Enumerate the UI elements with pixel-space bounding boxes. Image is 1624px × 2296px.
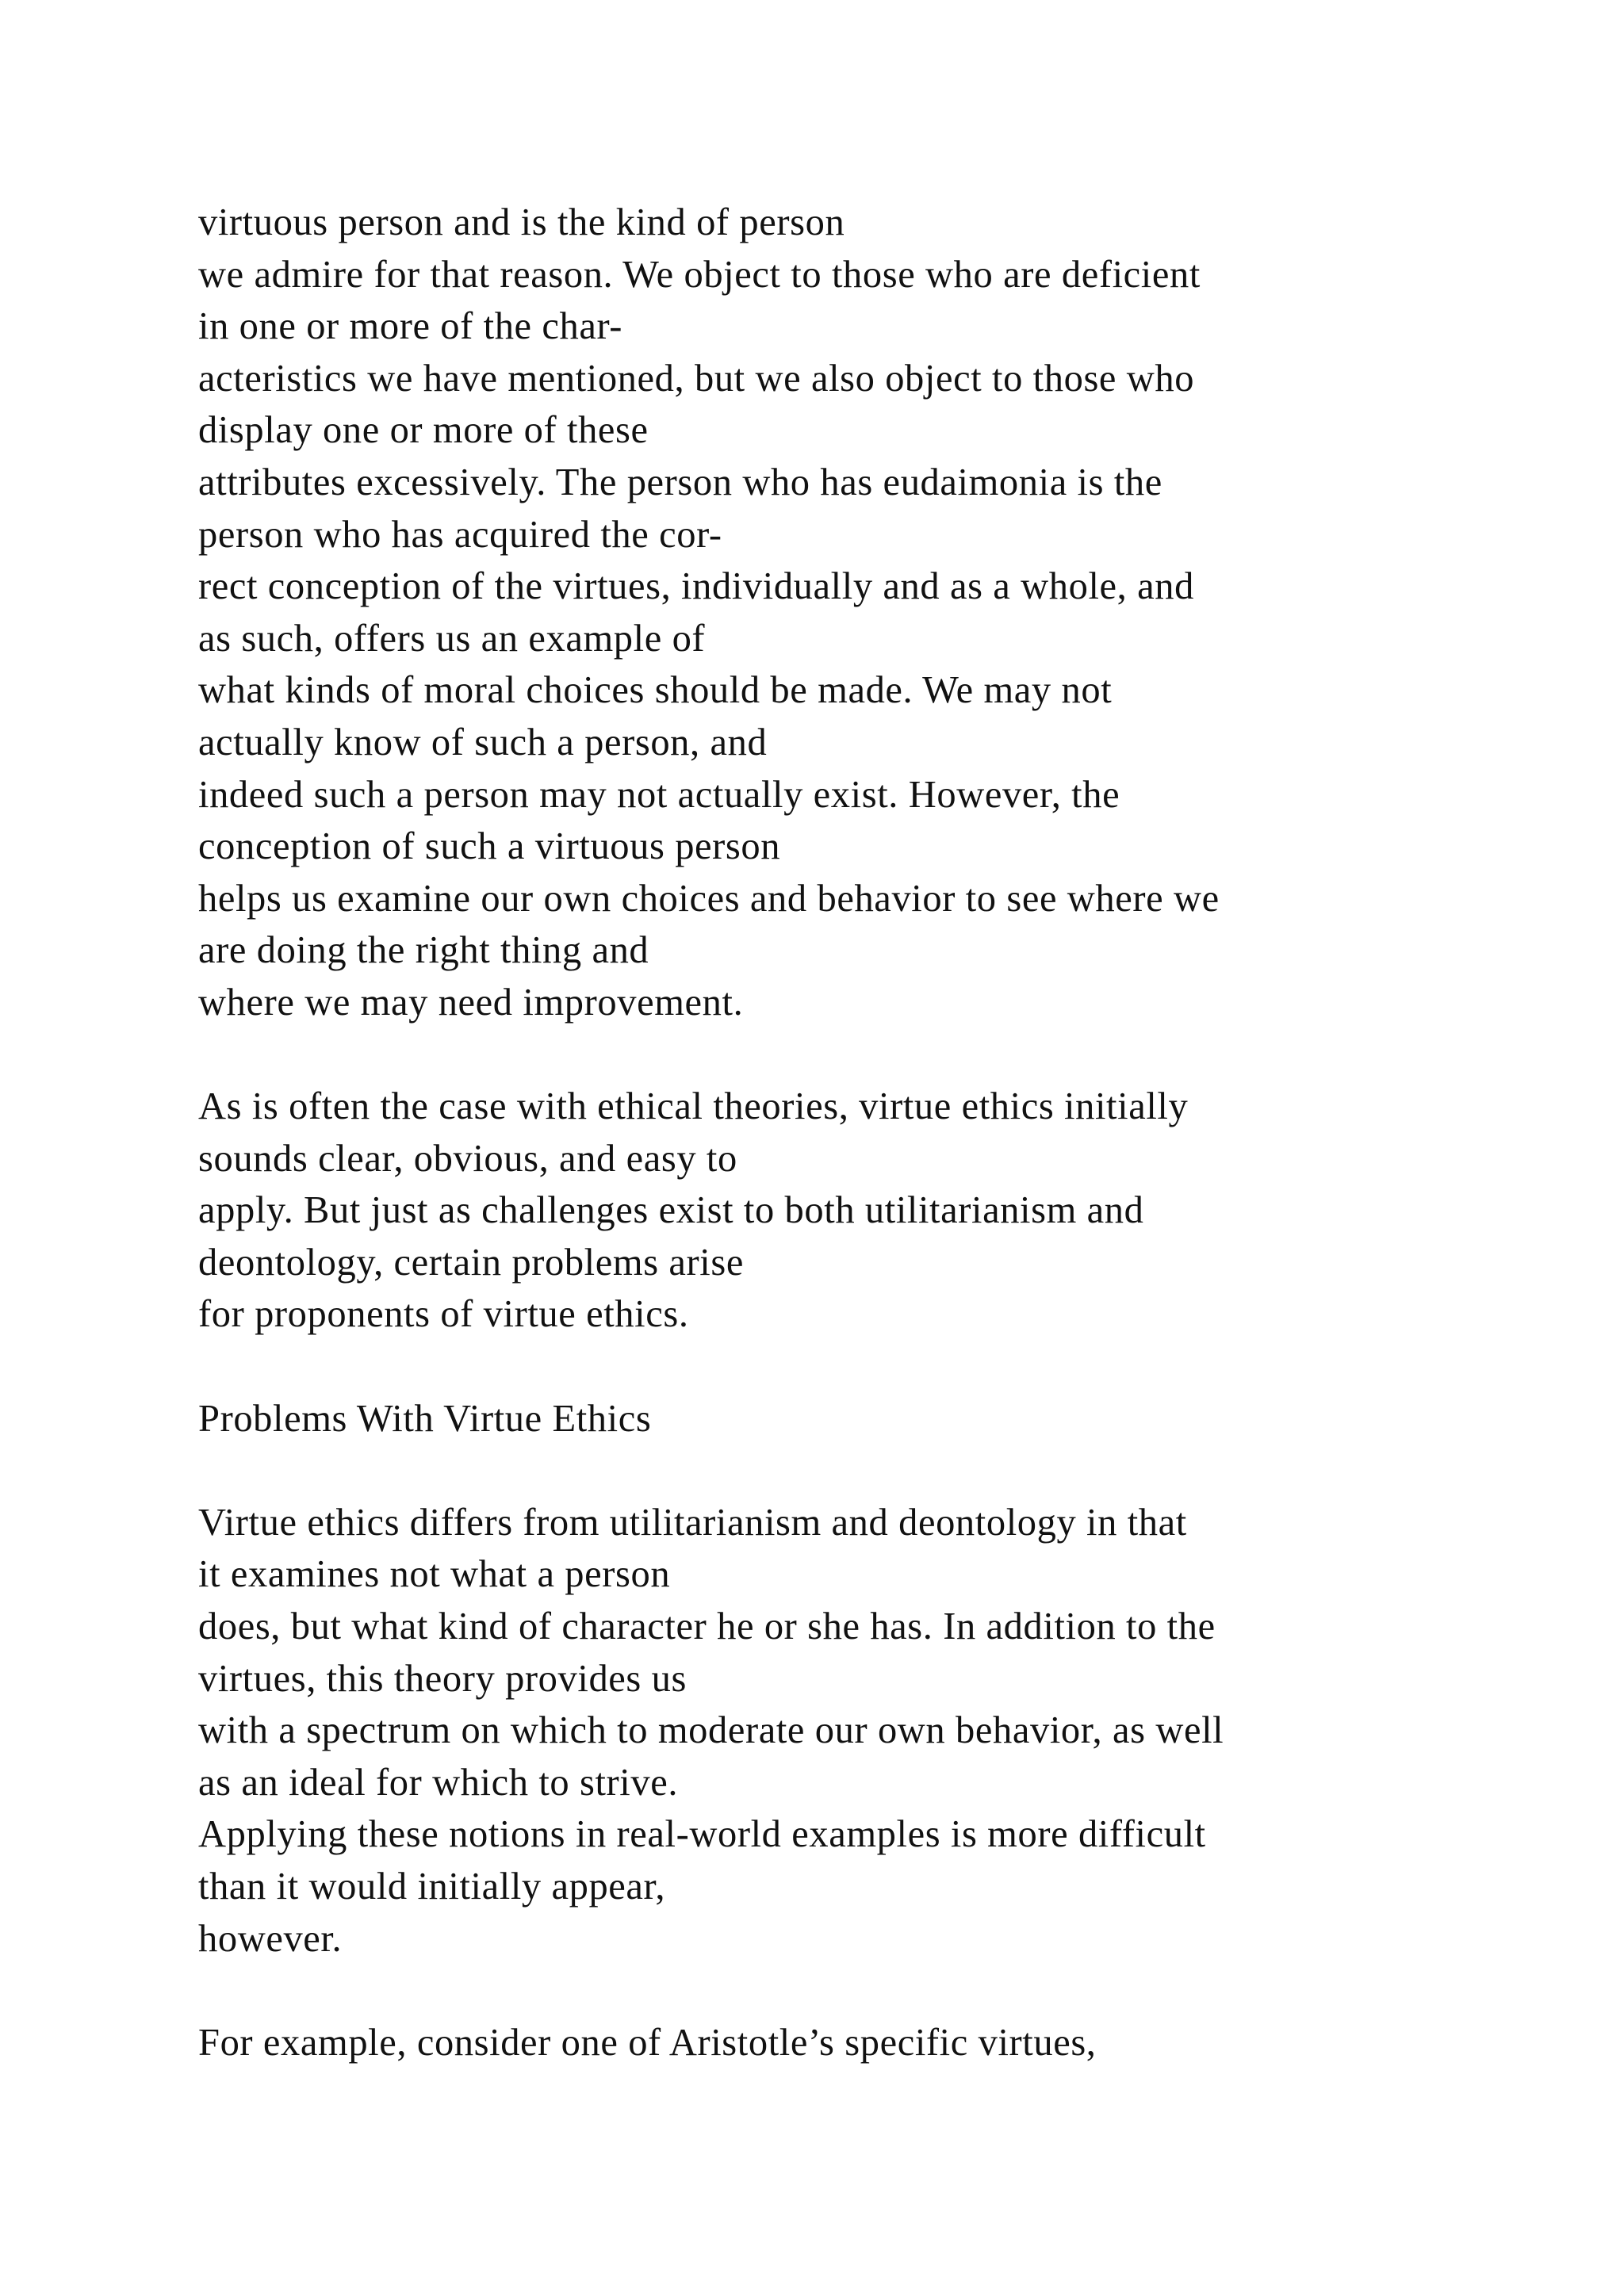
paragraph-break (198, 1029, 1515, 1081)
text-line: deontology, certain problems arise (198, 1241, 744, 1284)
paragraph-break (198, 1445, 1515, 1497)
text-line: Applying these notions in real-world examples is more difficult (198, 1813, 1206, 1856)
text-line: in one or more of the char- (198, 305, 623, 348)
text-line: sounds clear, obvious, and easy to (198, 1137, 737, 1180)
text-line: indeed such a person may not actually exist. However, the (198, 773, 1120, 816)
text-line: for proponents of virtue ethics. (198, 1293, 689, 1336)
text-line: are doing the right thing and (198, 929, 649, 972)
text-line: than it would initially appear, (198, 1866, 666, 1908)
text-line: what kinds of moral choices should be made. We may not (198, 669, 1113, 712)
text-line: we admire for that reason. We object to those who are deficient (198, 253, 1201, 296)
text-line: Virtue ethics differs from utilitarianism and deontology in that (198, 1501, 1187, 1544)
paragraph-break (198, 1965, 1515, 2017)
text-line: apply. But just as challenges exist to both utilitarianism and (198, 1189, 1144, 1232)
text-line: For example, consider one of Aristotle’s specific virtues, (198, 2021, 1097, 2064)
text-line: person who has acquired the cor- (198, 513, 722, 556)
text-line: virtues, this theory provides us (198, 1657, 687, 1700)
text-line: acteristics we have mentioned, but we also object to those who (198, 357, 1195, 400)
text-line: does, but what kind of character he or she has. In addition to the (198, 1605, 1216, 1648)
text-line: where we may need improvement. (198, 981, 744, 1024)
text-line: virtuous person and is the kind of person (198, 201, 845, 243)
text-line: As is often the case with ethical theories, virtue ethics initially (198, 1085, 1189, 1128)
text-line: helps us examine our own choices and behavior to see where we (198, 877, 1220, 920)
text-line: attributes excessively. The person who has eudaimonia is the (198, 461, 1162, 503)
text-line: actually know of such a person, and (198, 721, 768, 763)
text-line: however. (198, 1917, 343, 1960)
text-line: conception of such a virtuous person (198, 825, 781, 868)
text-line: with a spectrum on which to moderate our own behavior, as well (198, 1709, 1224, 1752)
text-line: display one or more of these (198, 409, 649, 452)
paragraph-break (198, 1341, 1515, 1393)
text-line: as such, offers us an example of (198, 617, 706, 660)
section-heading: Problems With Virtue Ethics (198, 1397, 652, 1440)
text-line: rect conception of the virtues, individually and as a whole, and (198, 565, 1194, 608)
text-line: it examines not what a person (198, 1553, 671, 1596)
text-line: as an ideal for which to strive. (198, 1761, 679, 1804)
body-text (198, 197, 1515, 2068)
